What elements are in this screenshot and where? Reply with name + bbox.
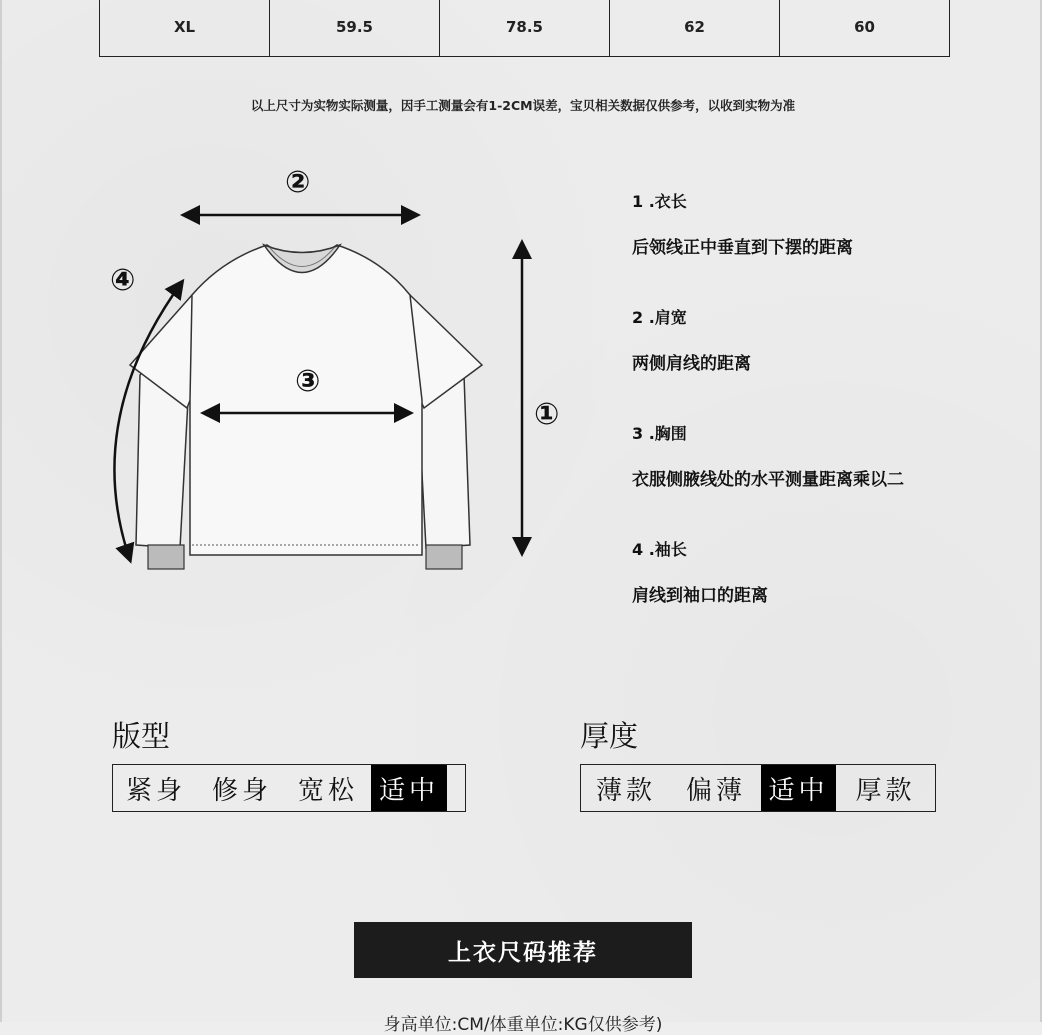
left-cuff <box>148 545 184 569</box>
list-item <box>632 190 1032 306</box>
size-cell: 60 <box>854 18 875 36</box>
size-recommendation-button[interactable]: 上衣尺码推荐 <box>354 922 692 978</box>
fit-label: 版型 <box>112 719 171 753</box>
fit-option-regular[interactable]: 适中 <box>371 765 447 811</box>
list-item <box>632 538 1032 654</box>
measure-desc: 后领线正中垂直到下摆的距离 <box>632 238 853 258</box>
size-cell: XL <box>100 0 270 56</box>
fit-group <box>112 716 466 812</box>
measure-desc: 衣服侧腋线处的水平测量距离乘以二 <box>632 470 904 490</box>
fit-options <box>112 764 466 812</box>
size-table-row <box>99 0 950 57</box>
measure-title: 4 .袖长 <box>632 540 687 559</box>
fit-option-tight[interactable]: 紧身 <box>125 775 186 806</box>
thickness-option-lightweight[interactable]: 偏薄 <box>685 775 746 806</box>
thickness-option-thin[interactable]: 薄款 <box>595 775 656 806</box>
sweater-diagram <box>92 160 572 590</box>
sweater-body <box>190 245 422 555</box>
measure-desc: 肩线到袖口的距离 <box>632 586 768 606</box>
marker-1: ① <box>534 397 560 432</box>
list-item <box>632 306 1032 422</box>
fit-option-loose[interactable]: 宽松 <box>297 775 358 806</box>
size-cell: 62 <box>610 0 780 56</box>
measure-title: 1 .衣长 <box>632 192 687 211</box>
size-cell: 78.5 <box>440 0 610 56</box>
fit-option-slim[interactable]: 修身 <box>211 775 272 806</box>
thickness-option-regular[interactable]: 适中 <box>761 765 836 811</box>
marker-2: ② <box>285 165 311 200</box>
measurement-note: 以上尺寸为实物实际测量，因手工测量会有1-2CM误差，宝贝相关数据仅供参考，以收到实物为准 <box>250 98 796 113</box>
thickness-options <box>580 764 936 812</box>
thickness-option-thick[interactable]: 厚款 <box>855 775 916 806</box>
measure-title: 3 .胸围 <box>632 424 687 443</box>
thickness-group <box>580 716 936 812</box>
unit-note: 身高单位:CM/体重单位:KG仅供参考) <box>383 1015 663 1035</box>
sweater-illustration <box>92 160 572 590</box>
size-cell: 59.5 <box>270 0 440 56</box>
marker-3: ③ <box>295 364 321 399</box>
measurement-list <box>632 190 1032 654</box>
list-item <box>632 422 1032 538</box>
measure-title: 2 .肩宽 <box>632 308 687 327</box>
marker-4: ④ <box>110 263 136 298</box>
thickness-label: 厚度 <box>580 719 639 753</box>
right-cuff <box>426 545 462 569</box>
measure-desc: 两侧肩线的距离 <box>632 354 751 374</box>
